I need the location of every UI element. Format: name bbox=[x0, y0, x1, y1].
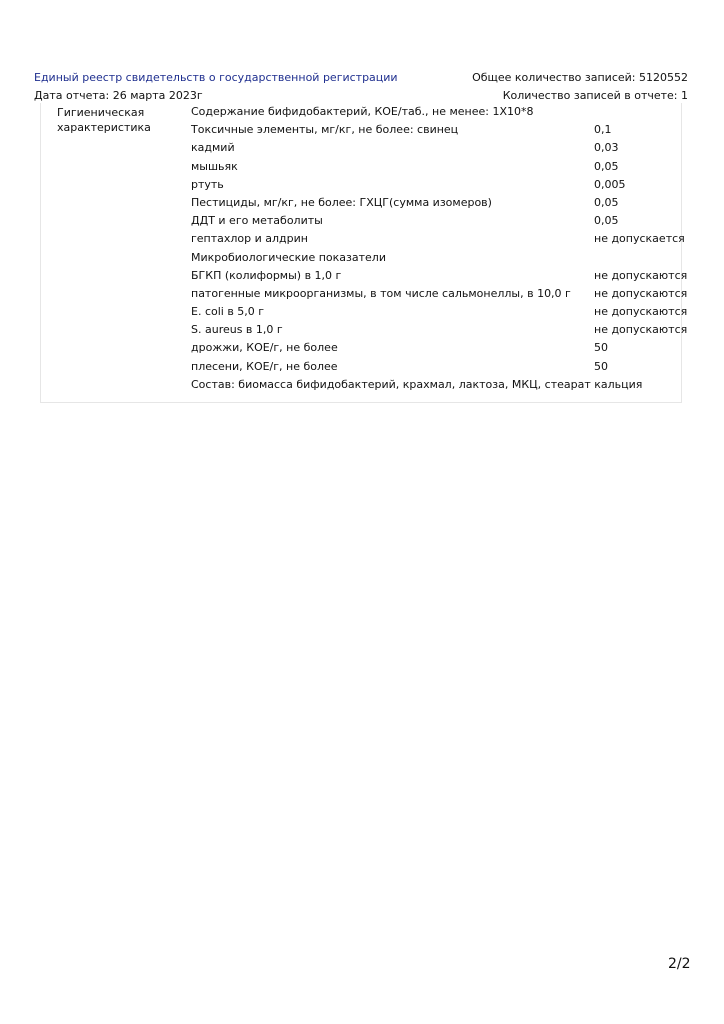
row-name: Пестициды, мг/кг, не более: ГХЦГ(сумма изомеров) bbox=[191, 195, 492, 209]
row-name: Содержание бифидобактерий, КОЕ/таб., не менее: 1X10*8 bbox=[191, 105, 534, 118]
row-value: не допускаются bbox=[594, 323, 688, 337]
table-row bbox=[191, 376, 691, 394]
report-header-top bbox=[34, 71, 688, 85]
section-label-line1: Гигиеническая bbox=[57, 106, 145, 119]
row-value: не допускаются bbox=[594, 286, 688, 300]
table-row bbox=[191, 285, 691, 303]
section-label-line2: характеристика bbox=[57, 121, 151, 134]
row-value: 0,05 bbox=[594, 159, 619, 173]
row-name: Состав: биомасса бифидобактерий, крахмал, лактоза, МКЦ, стеарат кальция bbox=[191, 377, 643, 391]
table-row bbox=[191, 339, 691, 357]
total-records-count: Общее количество записей: 5120552 bbox=[472, 71, 688, 84]
page-number: 2/2 bbox=[668, 956, 691, 972]
report-date: Дата отчета: 26 марта 2023г bbox=[34, 89, 203, 102]
row-name: плесени, КОЕ/г, не более bbox=[191, 359, 338, 373]
table-row bbox=[191, 103, 691, 121]
row-value: 0,03 bbox=[594, 141, 619, 155]
table-row bbox=[191, 194, 691, 212]
row-name: Микробиологические показатели bbox=[191, 250, 386, 264]
table-row bbox=[191, 121, 691, 139]
row-name: патогенные микроорганизмы, в том числе сальмонеллы, в 10,0 г bbox=[191, 286, 571, 300]
row-name: гептахлор и алдрин bbox=[191, 232, 308, 246]
table-row bbox=[191, 249, 691, 267]
row-name: ДДТ и его метаболиты bbox=[191, 214, 323, 228]
table-row bbox=[191, 230, 691, 248]
row-value: не допускаются bbox=[594, 305, 688, 319]
row-value: 50 bbox=[594, 341, 608, 355]
row-name: кадмий bbox=[191, 141, 235, 155]
row-value: 0,05 bbox=[594, 195, 619, 209]
table-row bbox=[191, 158, 691, 176]
row-value: 0,05 bbox=[594, 214, 619, 228]
table-row bbox=[191, 303, 691, 321]
row-name: мышьяк bbox=[191, 159, 238, 173]
section-label bbox=[57, 105, 177, 135]
records-in-report-count: Количество записей в отчете: 1 bbox=[502, 89, 688, 102]
row-value: не допускается bbox=[594, 232, 685, 246]
row-value: 0,005 bbox=[594, 177, 626, 191]
table-row bbox=[191, 321, 691, 339]
row-value: не допускаются bbox=[594, 268, 688, 282]
table-row bbox=[191, 267, 691, 285]
table-row bbox=[191, 176, 691, 194]
table-row bbox=[191, 139, 691, 157]
table-row bbox=[191, 212, 691, 230]
characteristics-rows bbox=[191, 103, 691, 394]
row-name: Токсичные элементы, мг/кг, не более: свинец bbox=[191, 123, 459, 137]
row-name: дрожжи, КОЕ/г, не более bbox=[191, 341, 338, 355]
row-name: ртуть bbox=[191, 177, 224, 191]
row-name: E. coli в 5,0 г bbox=[191, 305, 265, 319]
table-row bbox=[191, 358, 691, 376]
row-name: БГКП (колиформы) в 1,0 г bbox=[191, 268, 342, 282]
row-name: S. aureus в 1,0 г bbox=[191, 323, 283, 337]
row-value: 50 bbox=[594, 359, 608, 373]
report-header-bottom bbox=[34, 89, 688, 103]
row-value: 0,1 bbox=[594, 123, 612, 137]
registry-title: Единый реестр свидетельств о государственной регистрации bbox=[34, 71, 398, 84]
